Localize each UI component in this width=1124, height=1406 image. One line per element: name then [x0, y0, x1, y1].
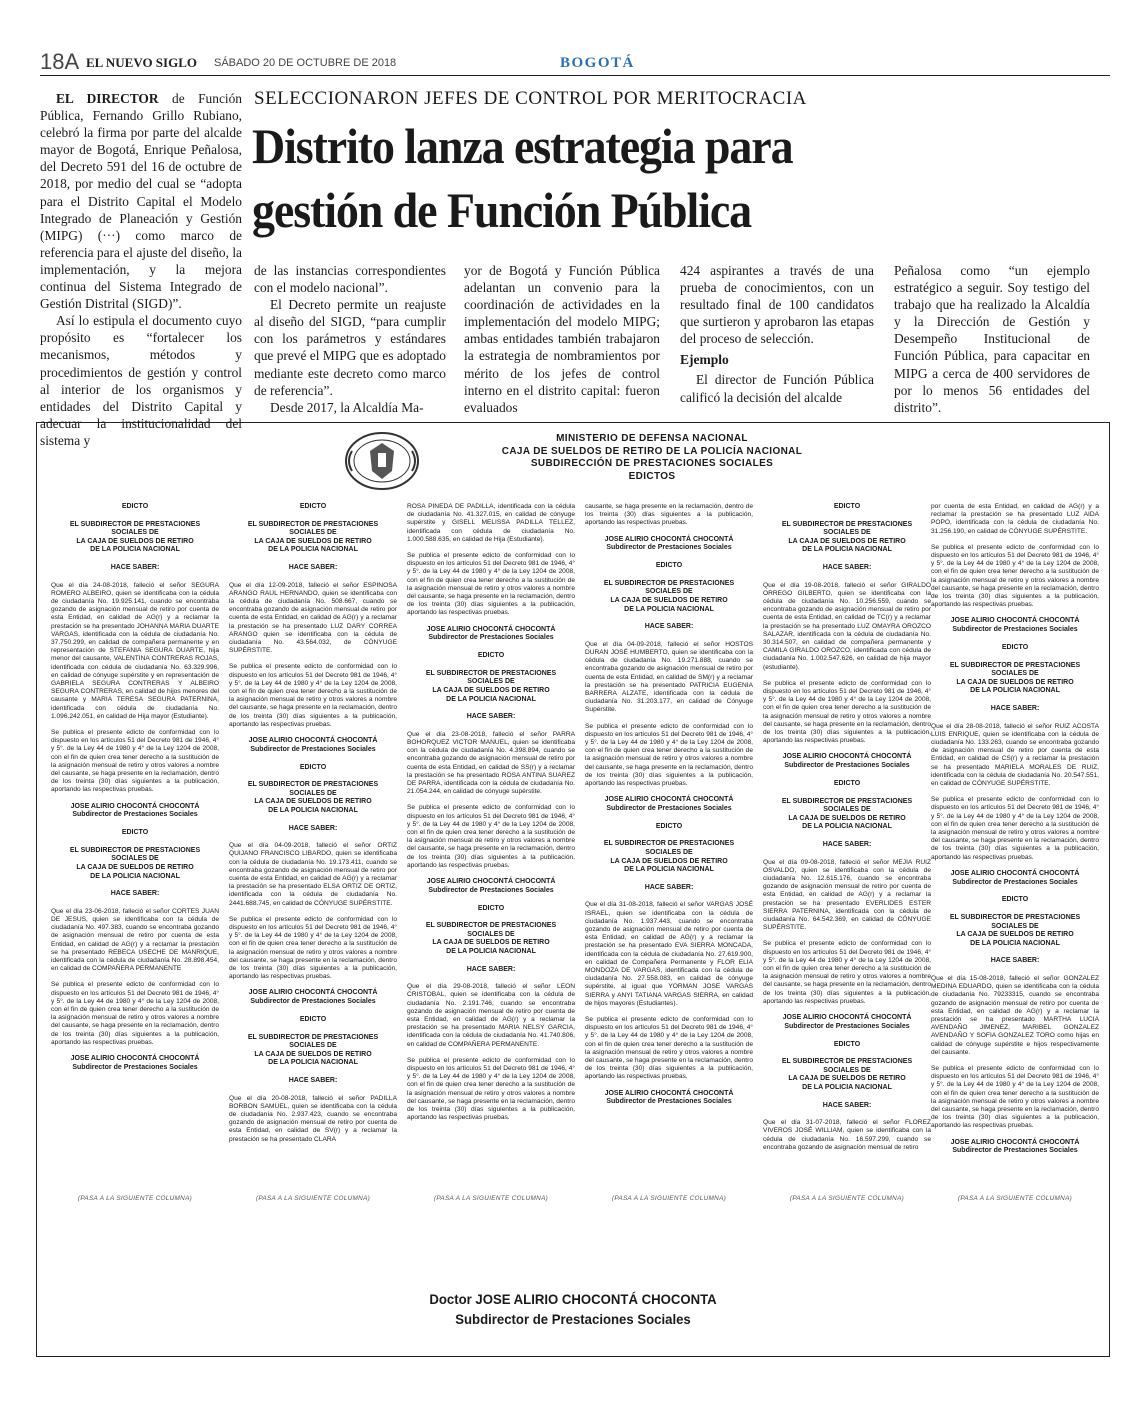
edict-title: EDICTO: [655, 562, 683, 570]
edict-publish-clause: Se publica el presente edicto de conformidad con lo dispuesto en los artículos 51 del Decreto 981 de 1946, 4° y 5°. de la Ley 44 de 1980 y 4° de la Ley 1204 de 2008, con el fin de quien crea tener derecho a la sustitución de la asignación mensual de retiro y otros valores a nombre del causante, se haga presente en la reclamación, dentro de los treinta (30) días siguientes a la publicación, aportando las respectivas pruebas.: [931, 543, 1099, 609]
edict-text: ROSA PINEDA DE PADILLA, identificada con la cédula de ciudadanía No. 41.327.015, en calidad de cónyuge supérstite y GISELL MELISSA PADILLA TELLEZ, identificada con cédula de ciudadanía No. 1.000.588.635, en calidad de Hija (Estudiante).: [407, 503, 575, 543]
edict-publish-clause: Se publica el presente edicto de conformidad con lo dispuesto en los artículos 51 del Decreto 981 de 1946, 4° y 5°. de la Ley 44 de 1980 y 4° de la Ley 1204 de 2008, con el fin de quien crea tener derecho a la sustitución de la asignación mensual de retiro y otros valores a nombre del causante, se haga presente en la reclamación, dentro de los treinta (30) días siguientes a la publicación, aportando las respectivas pruebas.: [51, 981, 219, 1046]
edict-title: EDICTO: [299, 763, 327, 771]
edict-issuer: DE LA POLICIA NACIONAL: [446, 948, 536, 956]
edict-issuer: LA CAJA DE SUELDOS DE RETIRO: [432, 687, 550, 695]
edict-column-4: [585, 503, 753, 1107]
edict-issuer: EL SUBDIRECTOR DE PRESTACIONES: [69, 846, 201, 854]
continue-note: (PASA A LA SIGUIENTE COLUMNA): [957, 1195, 1073, 1202]
edict-issuer: EL SUBDIRECTOR DE PRESTACIONES: [247, 520, 379, 528]
article-column-1: [40, 90, 242, 449]
edict-title: EDICTO: [1001, 896, 1029, 904]
lead-text: de Función Pública, Fernando Grillo Rubiano, celebró la firma por parte del alcalde mayor de Bogotá, Enrique Peñalosa, del Decreto 591 del 16 de octubre de 2018, por medio del cual se “adopta para el Distrito Capital el Modelo Integrado de Planeación y Gestión (MIPG) (···) como marco de referencia para el ajuste del diseño, la implementación, y la mejora continua del Sistema Integrado de Gestión Distrital (SIGD)”.: [40, 91, 242, 312]
edict-title: EDICTO: [1001, 644, 1029, 652]
edict-signature: JOSE ALIRIO CHOCONTÁ CHOCONTÁ: [248, 737, 378, 745]
paragraph: Desde 2017, la Alcaldía Ma-: [270, 399, 424, 415]
edict-issuer: DE LA POLICIA NACIONAL: [90, 872, 180, 880]
edict-text: Que el día 15-08-2018, falleció el señor GONZALEZ MEDINA EDUARDO, quien se identificaba con la cédula de ciudadanía No. 79233315, cuando se encontraba gozando de asignación mensual de retiro por cuenta de esta Entidad, en calidad de AG(r) y a reclamar la prestación se ha presentado MARTHA LUCIA AVENDAÑO JIMENEZ, MARIBEL GONZALEZ AVENDAÑO Y SOFIA GONZALEZ TORO como hijas en calidad de cónyuge supérstite e hijos respectivamente del causante.: [931, 975, 1099, 1056]
subheading: Ejemplo: [680, 352, 729, 368]
paragraph: de las instancias correspondientes con el modelo nacional”.: [254, 263, 446, 296]
continue-note: (PASA A LA SIGUIENTE COLUMNA): [433, 1195, 549, 1202]
edict-hace-saber: HACE SABER:: [288, 1076, 338, 1084]
edict-text: Que el día 24-08-2018, falleció el señor SEGURA ROMERO ALBEIRO, quien se identificaba con la cédula de ciudadanía No. 19.925.141, cuando se encontraba gozando de asignación mensual de retiro por cuenta de esta Entidad, en calidad de AG(r) y a reclamar la prestación se ha presentado JOHANNA MARIA DUARTE VARGAS, identificada con la cédula de ciudadanía No. 37.750.299, en calidad de compañera permanente y en representación de STEFANIA SEGURA DUARTE, hija menor del causante, VALENTINA CONTRERAS ROJAS, identificada con cédula de ciudadanía No. 63.329.996, en calidad de cónyuge supérstite y en representación de GABRIELA SEGURA CONTRERAS Y ALBEIRO SEGURA CONTRERAS, en calidad de hijos menores del causante y MARIA TERESA SEGURA PATERNINA, identificada con cédula de ciudadanía No. 1.096.242.051, en calidad de Hija mayor (Estudiante).: [51, 581, 219, 720]
edict-hace-saber: HACE SABER:: [110, 890, 160, 898]
edict-signature: JOSE ALIRIO CHOCONTÁ CHOCONTÁ: [426, 625, 556, 633]
edict-signature: JOSE ALIRIO CHOCONTÁ CHOCONTÁ: [70, 802, 200, 810]
edict-issuer: EL SUBDIRECTOR DE PRESTACIONES: [603, 579, 735, 587]
edict-hace-saber: HACE SABER:: [110, 563, 160, 571]
continue-note: (PASA A LA SIGUIENTE COLUMNA): [789, 1195, 905, 1202]
edict-title: EDICTO: [299, 1016, 327, 1024]
edict-title: EDICTO: [121, 829, 149, 837]
edict-publish-clause: Se publica el presente edicto de conformidad con lo dispuesto en los artículos 51 del Decreto 981 de 1946, 4° y 5°. de la Ley 44 de 1980 y 4° de la Ley 1204 de 2008, con el fin de quien crea tener derecho a la sustitución de la asignación mensual de retiro y otros valores a nombre del causante, se haga presente en la reclamación, dentro de los treinta (30) días siguientes a la publicación, aportando las respectivas pruebas.: [407, 552, 575, 617]
edict-column-3: [407, 503, 575, 1130]
edict-signature: JOSE ALIRIO CHOCONTÁ CHOCONTÁ: [604, 1089, 734, 1097]
paragraph: Peñalosa como “un ejemplo estratégico a seguir. Soy testigo del trabajo que ha realizado la Alcaldía y la Dirección de Gestión y Desempeño Institucional de Función Pública, para capacitar en MIPG a cerca de 400 servidores de por lo menos 56 entidades del distrito”.: [894, 263, 1090, 415]
edict-title: EDICTO: [833, 503, 861, 510]
edict-signature-title: Subdirector de Prestaciones Sociales: [784, 1022, 910, 1030]
article-kicker: SELECCIONARON JEFES DE CONTROL POR MERITOCRACIA: [254, 88, 807, 109]
issue-date: SÁBADO 20 DE OCTUBRE DE 2018: [214, 57, 397, 69]
edict-signature-title: Subdirector de Prestaciones Sociales: [606, 805, 732, 813]
edict-signature-title: Subdirector de Prestaciones Sociales: [72, 811, 198, 819]
newspaper-name: EL NUEVO SIGLO: [86, 55, 197, 70]
edict-text: Que el día 31-08-2018, falleció el señor VARGAS JOSÉ ISRAEL, quien se identificaba con la cédula de ciudadanía No. 1.937.443, cuando se encontraba gozando de asignación mensual de retiro por cuenta de esta Entidad, en calidad de AG(r) y a reclamar la prestación se ha presentado EVA SIERRA MONCADA, identificada con la cédula de ciudadanía No. 27.619.900, en calidad de Compañera Permanente y FLOR ELIA MONDOZA DE VARGAS, identificada con la cédula de ciudadanía No. 27.558.083, en calidad de cónyuge supérstite, al igual que YORMAN JOSE VARGAS SIERRA y ANYI TATIANA VARGAS SIERRA, en calidad de hijos mayores (Estudiantes).: [585, 901, 753, 1007]
edict-signature-title: Subdirector de Prestaciones Sociales: [428, 634, 554, 642]
edict-issuer: LA CAJA DE SUELDOS DE RETIRO: [788, 537, 906, 545]
headline-line-2: gestión de Función Pública: [252, 182, 752, 238]
edict-hace-saber: HACE SABER:: [288, 563, 338, 571]
edict-text: causante, se haga presente en la reclamación, dentro de los treinta (30) días siguientes a la publicación, aportando las respectivas pruebas.: [585, 503, 753, 527]
edict-publish-clause: Se publica el presente edicto de conformidad con lo dispuesto en los artículos 51 del Decreto 981 de 1946, 4° y 5°. de la Ley 44 de 1980 y 4° de la Ley 1204 de 2008, con el fin de quien crea tener derecho a la sustitución de la asignación mensual de retiro y otros valores a nombre del causante, se haga presente en la reclamación, dentro de los treinta (30) días siguientes a la publicación, aportando las respectivas pruebas.: [407, 1056, 575, 1122]
edict-hace-saber: HACE SABER:: [822, 840, 872, 848]
edict-issuer: EL SUBDIRECTOR DE PRESTACIONES: [69, 520, 201, 528]
edict-hace-saber: HACE SABER:: [288, 824, 338, 832]
edict-text: Que el día 29-08-2018, falleció el señor LEON CRISTOBAL, quien se identificaba con la cédula de ciudadanía No. 2.191.746, cuando se encontraba gozando de asignación mensual de retiro por cuenta de esta Entidad, en calidad de AG(r) y a reclamar la prestación se ha presentado MARIA NELSY GARCIA, identificada con la cédula de ciudadanía No. 41.740.806, en calidad de COMPAÑERA PERMANENTE.: [407, 983, 575, 1048]
edict-issuer: DE LA POLICIA NACIONAL: [970, 939, 1060, 947]
edict-text: Que el día 23-06-2018, falleció el señor CORTES JUAN DE JESUS, quien se identificaba con la cédula de ciudadanía No. 497.383, cuando se encontraba gozando de asignación mensual de retiro por cuenta de esta Entidad, en calidad de AG(r) y a reclamar la prestación se ha presentado REBECA USECHE DE MANRIQUE, identificada con la cédula de ciudadanía No. 28.898.454, en calidad de COMPAÑERA PERMANENTE: [51, 907, 219, 973]
edict-issuer: EL SUBDIRECTOR DE PRESTACIONES: [781, 797, 913, 805]
edict-issuer: SOCIALES DE: [645, 588, 693, 596]
continue-note: (PASA A LA SIGUIENTE COLUMNA): [77, 1195, 193, 1202]
ministry-line: EDICTOS: [628, 470, 676, 482]
edict-issuer: SOCIALES DE: [289, 1042, 337, 1050]
ministry-line: MINISTERIO DE DEFENSA NACIONAL: [556, 433, 748, 444]
edict-signature-title: Subdirector de Prestaciones Sociales: [784, 762, 910, 770]
edict-signature: JOSE ALIRIO CHOCONTÁ CHOCONTÁ: [782, 753, 912, 761]
continue-note: (PASA A LA SIGUIENTE COLUMNA): [611, 1195, 727, 1202]
edict-title: EDICTO: [477, 652, 505, 660]
edict-signature-title: Subdirector de Prestaciones Sociales: [952, 1147, 1078, 1155]
edict-issuer: LA CAJA DE SUELDOS DE RETIRO: [956, 931, 1074, 939]
edict-column-2: [229, 503, 397, 1152]
edict-issuer: SOCIALES DE: [823, 529, 871, 537]
edict-issuer: SOCIALES DE: [111, 855, 159, 863]
edict-signature: JOSE ALIRIO CHOCONTÁ CHOCONTÁ: [950, 869, 1080, 877]
edict-issuer: DE LA POLICIA NACIONAL: [802, 546, 892, 554]
article-column-5: [894, 262, 1090, 416]
edict-issuer: LA CAJA DE SUELDOS DE RETIRO: [432, 939, 550, 947]
edict-publish-clause: Se publica el presente edicto de conformidad con lo dispuesto en los artículos 51 del Decreto 981 de 1946, 4° y 5°. de la Ley 44 de 1980 y 4° de la Ley 1204 de 2008, con el fin de quien crea tener derecho a la sustitución de la asignación mensual de retiro y otros valores a nombre del causante, se haga presente en la reclamación, dentro de los treinta (30) días siguientes a la publicación, aportando las respectivas pruebas.: [407, 804, 575, 869]
final-signature-title: Subdirector de Prestaciones Sociales: [455, 1311, 691, 1327]
ministry-heading: [442, 433, 862, 483]
edict-issuer: LA CAJA DE SUELDOS DE RETIRO: [254, 537, 372, 545]
edict-issuer: SOCIALES DE: [111, 529, 159, 537]
paragraph: El Decreto permite un reajuste al diseño del SIGD, “para cumplir con los parámetros y estándares que prevé el MIPG que es adoptado mediante este decreto como marco de referencia”.: [254, 297, 446, 398]
edict-publish-clause: Se publica el presente edicto de conformidad con lo dispuesto en los artículos 51 del Decreto 981 de 1946, 4° y 5°. de la Ley 44 de 1980 y 4° de la Ley 1204 de 2008, con el fin de quien crea tener derecho a la sustitución de la asignación mensual de retiro y otros valores a nombre del causante, se haga presente en la reclamación, dentro de los treinta (30) días siguientes a la publicación, aportando las respectivas pruebas.: [763, 679, 931, 745]
edict-signature-title: Subdirector de Prestaciones Sociales: [250, 745, 376, 753]
ministry-line: SUBDIRECCIÓN DE PRESTACIONES SOCIALES: [530, 458, 774, 470]
edict-hace-saber: HACE SABER:: [466, 713, 516, 721]
edict-title: EDICTO: [833, 780, 861, 788]
edict-issuer: LA CAJA DE SUELDOS DE RETIRO: [788, 1075, 906, 1083]
edict-hace-saber: HACE SABER:: [644, 623, 694, 631]
edict-title: EDICTO: [299, 503, 327, 510]
edict-issuer: LA CAJA DE SUELDOS DE RETIRO: [76, 537, 194, 545]
edict-text: por cuenta de esta Entidad, en calidad de AG(r) y a reclamar la prestación se ha presentado LUZ AIDA POPO, identificada con la cédula de ciudadanía No. 31.256.190, en calidad de CÓNYUGE SUPÉRSTITE.: [931, 503, 1099, 535]
edict-issuer: SOCIALES DE: [645, 849, 693, 856]
edict-issuer: LA CAJA DE SUELDOS DE RETIRO: [788, 814, 906, 822]
edict-issuer: SOCIALES DE: [289, 529, 337, 537]
edict-signature: JOSE ALIRIO CHOCONTÁ CHOCONTÁ: [426, 878, 556, 886]
paragraph: Así lo estipula el documento cuyo propósito es “fortalecer los mecanismos, métodos y procedimientos de gestión y control al interior de los organismos y entidades del Distrito Capital y adecuar la institucionalidad del sistema y: [40, 313, 242, 448]
edict-issuer: EL SUBDIRECTOR DE PRESTACIONES: [247, 781, 379, 789]
edict-issuer: DE LA POLICIA NACIONAL: [624, 605, 714, 613]
paragraph: El director de Función Pública calificó la decisión del alcalde: [680, 372, 874, 405]
edict-issuer: DE LA POLICIA NACIONAL: [624, 866, 714, 874]
edict-issuer: SOCIALES DE: [823, 1066, 871, 1074]
edict-signature: JOSE ALIRIO CHOCONTÁ CHOCONTÁ: [70, 1055, 200, 1063]
edict-publish-clause: Se publica el presente edicto de conformidad con lo dispuesto en los artículos 51 del Decreto 981 de 1946, 4° y 5°. de la Ley 44 de 1980 y 4° de la Ley 1204 de 2008, con el fin de quien crea tener derecho a la sustitución de la asignación mensual de retiro y otros valores a nombre del causante, se haga presente en la reclamación, dentro de los treinta (30) días siguientes a la publicación, aportando las respectivas pruebas.: [585, 1016, 753, 1081]
edict-publish-clause: Se publica el presente edicto de conformidad con lo dispuesto en los artículos 51 del Decreto 981 de 1946, 4° y 5°. de la Ley 44 de 1980 y 4° de la Ley 1204 de 2008, con el fin de quien crea tener derecho a la sustitución de la asignación mensual de retiro y otros valores a nombre del causante, se haga presente en la reclamación, dentro de los treinta (30) días siguientes a la publicación, aportando las respectivas pruebas.: [763, 940, 931, 1005]
edict-issuer: SOCIALES DE: [467, 930, 515, 938]
edict-text: Que el día 20-08-2018, falleció el señor PADILLA BORBON SAMUEL, quien se identificaba con la cédula de ciudadanía No. 2.937.423, cuando se encontraba gozando de asignación mensual de retiro por cuenta de esta Entidad, en calidad de SV(r) y a reclamar la prestación se ha presentado CLARA: [229, 1094, 397, 1143]
edict-issuer: DE LA POLICIA NACIONAL: [446, 695, 536, 703]
edict-signature-title: Subdirector de Prestaciones Sociales: [952, 626, 1078, 634]
edict-title: EDICTO: [121, 503, 149, 510]
edict-signature: JOSE ALIRIO CHOCONTÁ CHOCONTÁ: [950, 1138, 1080, 1146]
edict-issuer: SOCIALES DE: [991, 922, 1039, 930]
edict-hace-saber: HACE SABER:: [822, 563, 872, 571]
article-column-4: [680, 262, 874, 406]
edict-text: Que el día 12-09-2018, falleció el señor ESPINOSA ARANGO RAUL HERNANDO, quien se identificaba con la cédula de ciudadanía No. 508.667, cuando se encontraba gozando de asignación mensual de retiro por cuenta de esta Entidad, en calidad de AG(r) y a reclamar la prestación se ha presentado LUZ DARY CORREA ARANGO quien se identificaba con la cédula de ciudadanía No. 43.564.032, de CÓNYUGE SUPÉRSTITE.: [229, 581, 397, 655]
edict-issuer: LA CAJA DE SUELDOS DE RETIRO: [76, 864, 194, 872]
paragraph: yor de Bogotá y Función Pública adelantan un convenio para la coordinación de actividades en la implementación del modelo MIPG; ambas entidades también trabajaron la estrategia de nombramientos por mérito de los jefes de control interno en el distrito capital: fueron evaluados: [464, 263, 660, 415]
headline-line-1: Distrito lanza estrategia para: [252, 118, 793, 174]
edict-signature-title: Subdirector de Prestaciones Sociales: [606, 1098, 732, 1106]
article-column-2: [254, 262, 446, 416]
edict-issuer: DE LA POLICIA NACIONAL: [268, 806, 358, 814]
edict-issuer: DE LA POLICIA NACIONAL: [802, 823, 892, 831]
edict-signature: JOSE ALIRIO CHOCONTÁ CHOCONTÁ: [604, 796, 734, 804]
edict-hace-saber: HACE SABER:: [466, 965, 516, 973]
edict-text: Que el día 04-09-2018, falleció el señor ORTIZ QUIJANO FRANCISCO LIBARDO, quien se identificaba con la cédula de ciudadanía No. 19.173.411, cuando se encontraba gozando de asignación mensual de retiro por cuenta de esta Entidad, en calidad de AG(r) y a reclamar la prestación se ha presentado ELSA ORTIZ DE ORTIZ, identificada con la cédula de ciudadanía No. 2441.688.745, en calidad de CÓNYUGE SUPÉRSTITE.: [229, 842, 397, 907]
edict-issuer: EL SUBDIRECTOR DE PRESTACIONES: [781, 520, 913, 528]
edict-signature-title: Subdirector de Prestaciones Sociales: [952, 878, 1078, 886]
edict-issuer: SOCIALES DE: [991, 670, 1039, 678]
edict-hace-saber: HACE SABER:: [990, 705, 1040, 712]
edict-hace-saber: HACE SABER:: [644, 883, 694, 891]
edict-issuer: SOCIALES DE: [823, 806, 871, 814]
edict-issuer: LA CAJA DE SUELDOS DE RETIRO: [610, 596, 728, 604]
edict-hace-saber: HACE SABER:: [990, 957, 1040, 965]
edict-issuer: EL SUBDIRECTOR DE PRESTACIONES: [247, 1033, 379, 1041]
legal-notice-box: [36, 422, 1110, 1357]
edict-title: EDICTO: [833, 1040, 861, 1048]
lead-paragraph: [40, 90, 242, 312]
continue-note: (PASA A LA SIGUIENTE COLUMNA): [255, 1195, 371, 1202]
edict-signature: JOSE ALIRIO CHOCONTÁ CHOCONTÁ: [248, 989, 378, 997]
edict-text: Que el día 23-08-2018, falleció el señor PARRA BOHORQUEZ VICTOR MANUEL, quien se identificaba con la cédula de ciudadanía No. 4.398.894, cuando se encontraba gozando de asignación mensual de retiro por cuenta de esta Entidad, en calidad de SS(r) y a reclamar la prestación se ha presentado ROSA ANTINA SUAREZ DE PARRA, identificada con la cédula de ciudadanía No. 21.054.244, en calidad de cónyuge supérstite.: [407, 730, 575, 796]
ministry-line: CAJA DE SUELDOS DE RETIRO DE LA POLICÍA NACIONAL: [501, 445, 803, 457]
masthead: [40, 50, 1110, 76]
edict-signature-title: Subdirector de Prestaciones Sociales: [72, 1063, 198, 1071]
edict-publish-clause: Se publica el presente edicto de conformidad con lo dispuesto en los artículos 51 del Decreto 981 de 1946, 4° y 5°. de la Ley 44 de 1980 y 4° de la Ley 1204 de 2008, con el fin de quien crea tener derecho a la sustitución de la asignación mensual de retiro y otros valores a nombre del causante, se haga presente en la reclamación, dentro de los treinta (30) días siguientes a la publicación, aportando las respectivas pruebas.: [585, 722, 753, 788]
edict-publish-clause: Se publica el presente edicto de conformidad con lo dispuesto en los artículos 51 del Decreto 981 de 1946, 4° y 5°. de la Ley 44 de 1980 y 4° de la Ley 1204 de 2008, con el fin de quien crea tener derecho a la sustitución de la asignación mensual de retiro y otros valores a nombre del causante, se haga presente en la reclamación, dentro de los treinta (30) días siguientes a la publicación, aportando las respectivas pruebas.: [931, 1065, 1099, 1130]
edict-issuer: EL SUBDIRECTOR DE PRESTACIONES: [949, 914, 1081, 922]
edict-issuer: EL SUBDIRECTOR DE PRESTACIONES: [603, 840, 735, 848]
edict-text: Que el día 04-09-2018, falleció el señor HOSTOS DURAN JOSÉ HUMBERTO, quien se identificaba con la cédula de ciudadanía No. 19.271.888, cuando se encontraba gozando de asignación mensual de retiro por cuenta de esta Entidad, en calidad de SM(r) y a reclamar la prestación se ha presentado PATRICIA EUGENIA BARRERA ALZATE, identificada con la cédula de ciudadanía No. 31.203.177, en calidad de Cónyuge Supérstite.: [585, 640, 753, 714]
edict-signature-title: Subdirector de Prestaciones Sociales: [428, 886, 554, 894]
edict-issuer: SOCIALES DE: [467, 678, 515, 686]
edict-signature-title: Subdirector de Prestaciones Sociales: [250, 998, 376, 1006]
edict-text: Que el día 31-07-2018, falleció el señor FLOREZ VIVEROS JOSÉ WILLIAM, quien se identificaba con la cédula de ciudadanía No. 16.597.299, cuando se encontraba gozando de asignación mensual de retiro: [763, 1119, 931, 1151]
edict-issuer: EL SUBDIRECTOR DE PRESTACIONES: [949, 661, 1081, 669]
page-number: 18A: [40, 49, 80, 74]
edict-issuer: LA CAJA DE SUELDOS DE RETIRO: [254, 1050, 372, 1058]
edict-issuer: DE LA POLICIA NACIONAL: [90, 546, 180, 554]
edict-column-1: [51, 503, 219, 1073]
edict-signature-title: Subdirector de Prestaciones Sociales: [606, 544, 732, 552]
final-signature: [37, 1289, 1109, 1329]
edict-issuer: LA CAJA DE SUELDOS DE RETIRO: [254, 798, 372, 806]
edict-text: Que el día 19-08-2018, falleció el señor GIRALDO ORREGO GILBERTO, quien se identificaba con la cédula de ciudadanía No. 10.256.559, cuando se encontraba gozando de asignación mensual de retiro por cuenta de esta Entidad, en calidad de TC(r) y a reclamar la prestación se ha presentado LUZ OMAYRA OROZCO SALAZAR, identificada con la cédula de ciudadanía No. 30.314.507, en calidad de compañera permanente y CAMILA GIRALDO OROZCO, identificada con cédula de ciudadanía No. 1.002.547.626, en calidad de hija mayor (estudiante).: [763, 581, 931, 671]
edict-signature: JOSE ALIRIO CHOCONTÁ CHOCONTÁ: [604, 535, 734, 543]
edict-publish-clause: Se publica el presente edicto de conformidad con lo dispuesto en los artículos 51 del Decreto 981 de 1946, 4° y 5°. de la Ley 44 de 1980 y 4° de la Ley 1204 de 2008, con el fin de quien crea tener derecho a la sustitución de la asignación mensual de retiro y otros valores a nombre del causante, se haga presente en la reclamación, dentro de los treinta (30) días siguientes a la publicación, aportando las respectivas pruebas.: [51, 729, 219, 794]
edict-hace-saber: HACE SABER:: [822, 1101, 872, 1109]
edict-issuer: DE LA POLICIA NACIONAL: [802, 1084, 892, 1091]
edict-title: EDICTO: [477, 904, 505, 912]
edict-issuer: EL SUBDIRECTOR DE PRESTACIONES: [425, 669, 557, 677]
edict-publish-clause: Se publica el presente edicto de conformidad con lo dispuesto en los artículos 51 del Decreto 981 de 1946, 4° y 5°. de la Ley 44 de 1980 y 4° de la Ley 1204 de 2008, con el fin de quien crea tener derecho a la sustitución de la asignación mensual de retiro y otros valores a nombre del causante, se haga presente en la reclamación, dentro de los treinta (30) días siguientes a la publicación, aportando las respectivas pruebas.: [931, 796, 1099, 861]
edict-column-6: [931, 503, 1099, 1156]
section-name: BOGOTÁ: [560, 55, 635, 71]
edict-issuer: SOCIALES DE: [289, 789, 337, 797]
paragraph: 424 aspirantes a través de una prueba de conocimientos, con un resultado final de 100 candidatos que surtieron y aprobaron las etapas del proceso de selección.: [680, 263, 874, 347]
lead-caps: EL DIRECTOR: [56, 91, 159, 106]
edict-issuer: DE LA POLICIA NACIONAL: [268, 546, 358, 554]
edict-issuer: DE LA POLICIA NACIONAL: [970, 687, 1060, 695]
edict-issuer: DE LA POLICIA NACIONAL: [268, 1059, 358, 1067]
edict-signature: JOSE ALIRIO CHOCONTÁ CHOCONTÁ: [950, 617, 1080, 625]
edict-publish-clause: Se publica el presente edicto de conformidad con lo dispuesto en los artículos 51 del Decreto 981 de 1946, 4° y 5°. de la Ley 44 de 1980 y 4° de la Ley 1204 de 2008, con el fin de quien crea tener derecho a la sustitución de la asignación mensual de retiro y otros valores a nombre del causante, se haga presente en la reclamación, dentro de los treinta (30) días siguientes a la publicación, aportando las respectivas pruebas.: [229, 915, 397, 981]
article-column-3: [464, 262, 660, 416]
article-headline: [252, 114, 1034, 242]
edict-text: Que el día 28-08-2018, falleció el señor RUIZ ACOSTA LUIS ENRIQUE, quien se identificaba con la cédula de ciudadanía No. 133.263, cuando se encontraba gozando de asignación mensual de retiro por cuenta de esta Entidad, en calidad de CS(r) y a reclamar la prestación se ha presentado MARIELA MORALES DE RUIZ, identificada con la cédula de ciudadanía No. 20.547.551, en calidad de CÓNYUGE SUPÉRSTITE.: [931, 722, 1099, 788]
edict-issuer: EL SUBDIRECTOR DE PRESTACIONES: [781, 1058, 913, 1066]
edict-column-5: [763, 503, 931, 1160]
edict-signature: JOSE ALIRIO CHOCONTÁ CHOCONTÁ: [782, 1014, 912, 1022]
edict-issuer: EL SUBDIRECTOR DE PRESTACIONES: [425, 922, 557, 930]
final-signature-name: Doctor JOSE ALIRIO CHOCONTÁ CHOCONTA: [429, 1291, 717, 1307]
edict-issuer: LA CAJA DE SUELDOS DE RETIRO: [610, 857, 728, 865]
edict-issuer: LA CAJA DE SUELDOS DE RETIRO: [956, 678, 1074, 686]
police-seal-icon: [342, 429, 422, 493]
edict-publish-clause: Se publica el presente edicto de conformidad con lo dispuesto en los artículos 51 del Decreto 981 de 1946, 4° y 5°. de la Ley 44 de 1980 y 4° de la Ley 1204 de 2008, con el fin de quien crea tener derecho a la sustitución de la asignación mensual de retiro y otros valores a nombre del causante, se haga presente en la reclamación, dentro de los treinta (30) días siguientes a la publicación, aportando las respectivas pruebas.: [229, 663, 397, 728]
edict-text: Que el día 09-08-2018, falleció el señor MEJIA RUIZ OSVALDO, quien se identificaba con la cédula de ciudadanía No. 12.615.176, cuando se encontraba gozando de asignación mensual de retiro por cuenta de esta Entidad, en calidad de AG(r) y a reclamar la prestación se ha presentado EVERLIDES ESTER SIERRA PATERNINA, identificada con la cédula de ciudadanía No. 64.542.369, en calidad de CÓNYUGE SUPÉRSTITE.: [763, 858, 931, 932]
edict-title: EDICTO: [655, 822, 683, 830]
